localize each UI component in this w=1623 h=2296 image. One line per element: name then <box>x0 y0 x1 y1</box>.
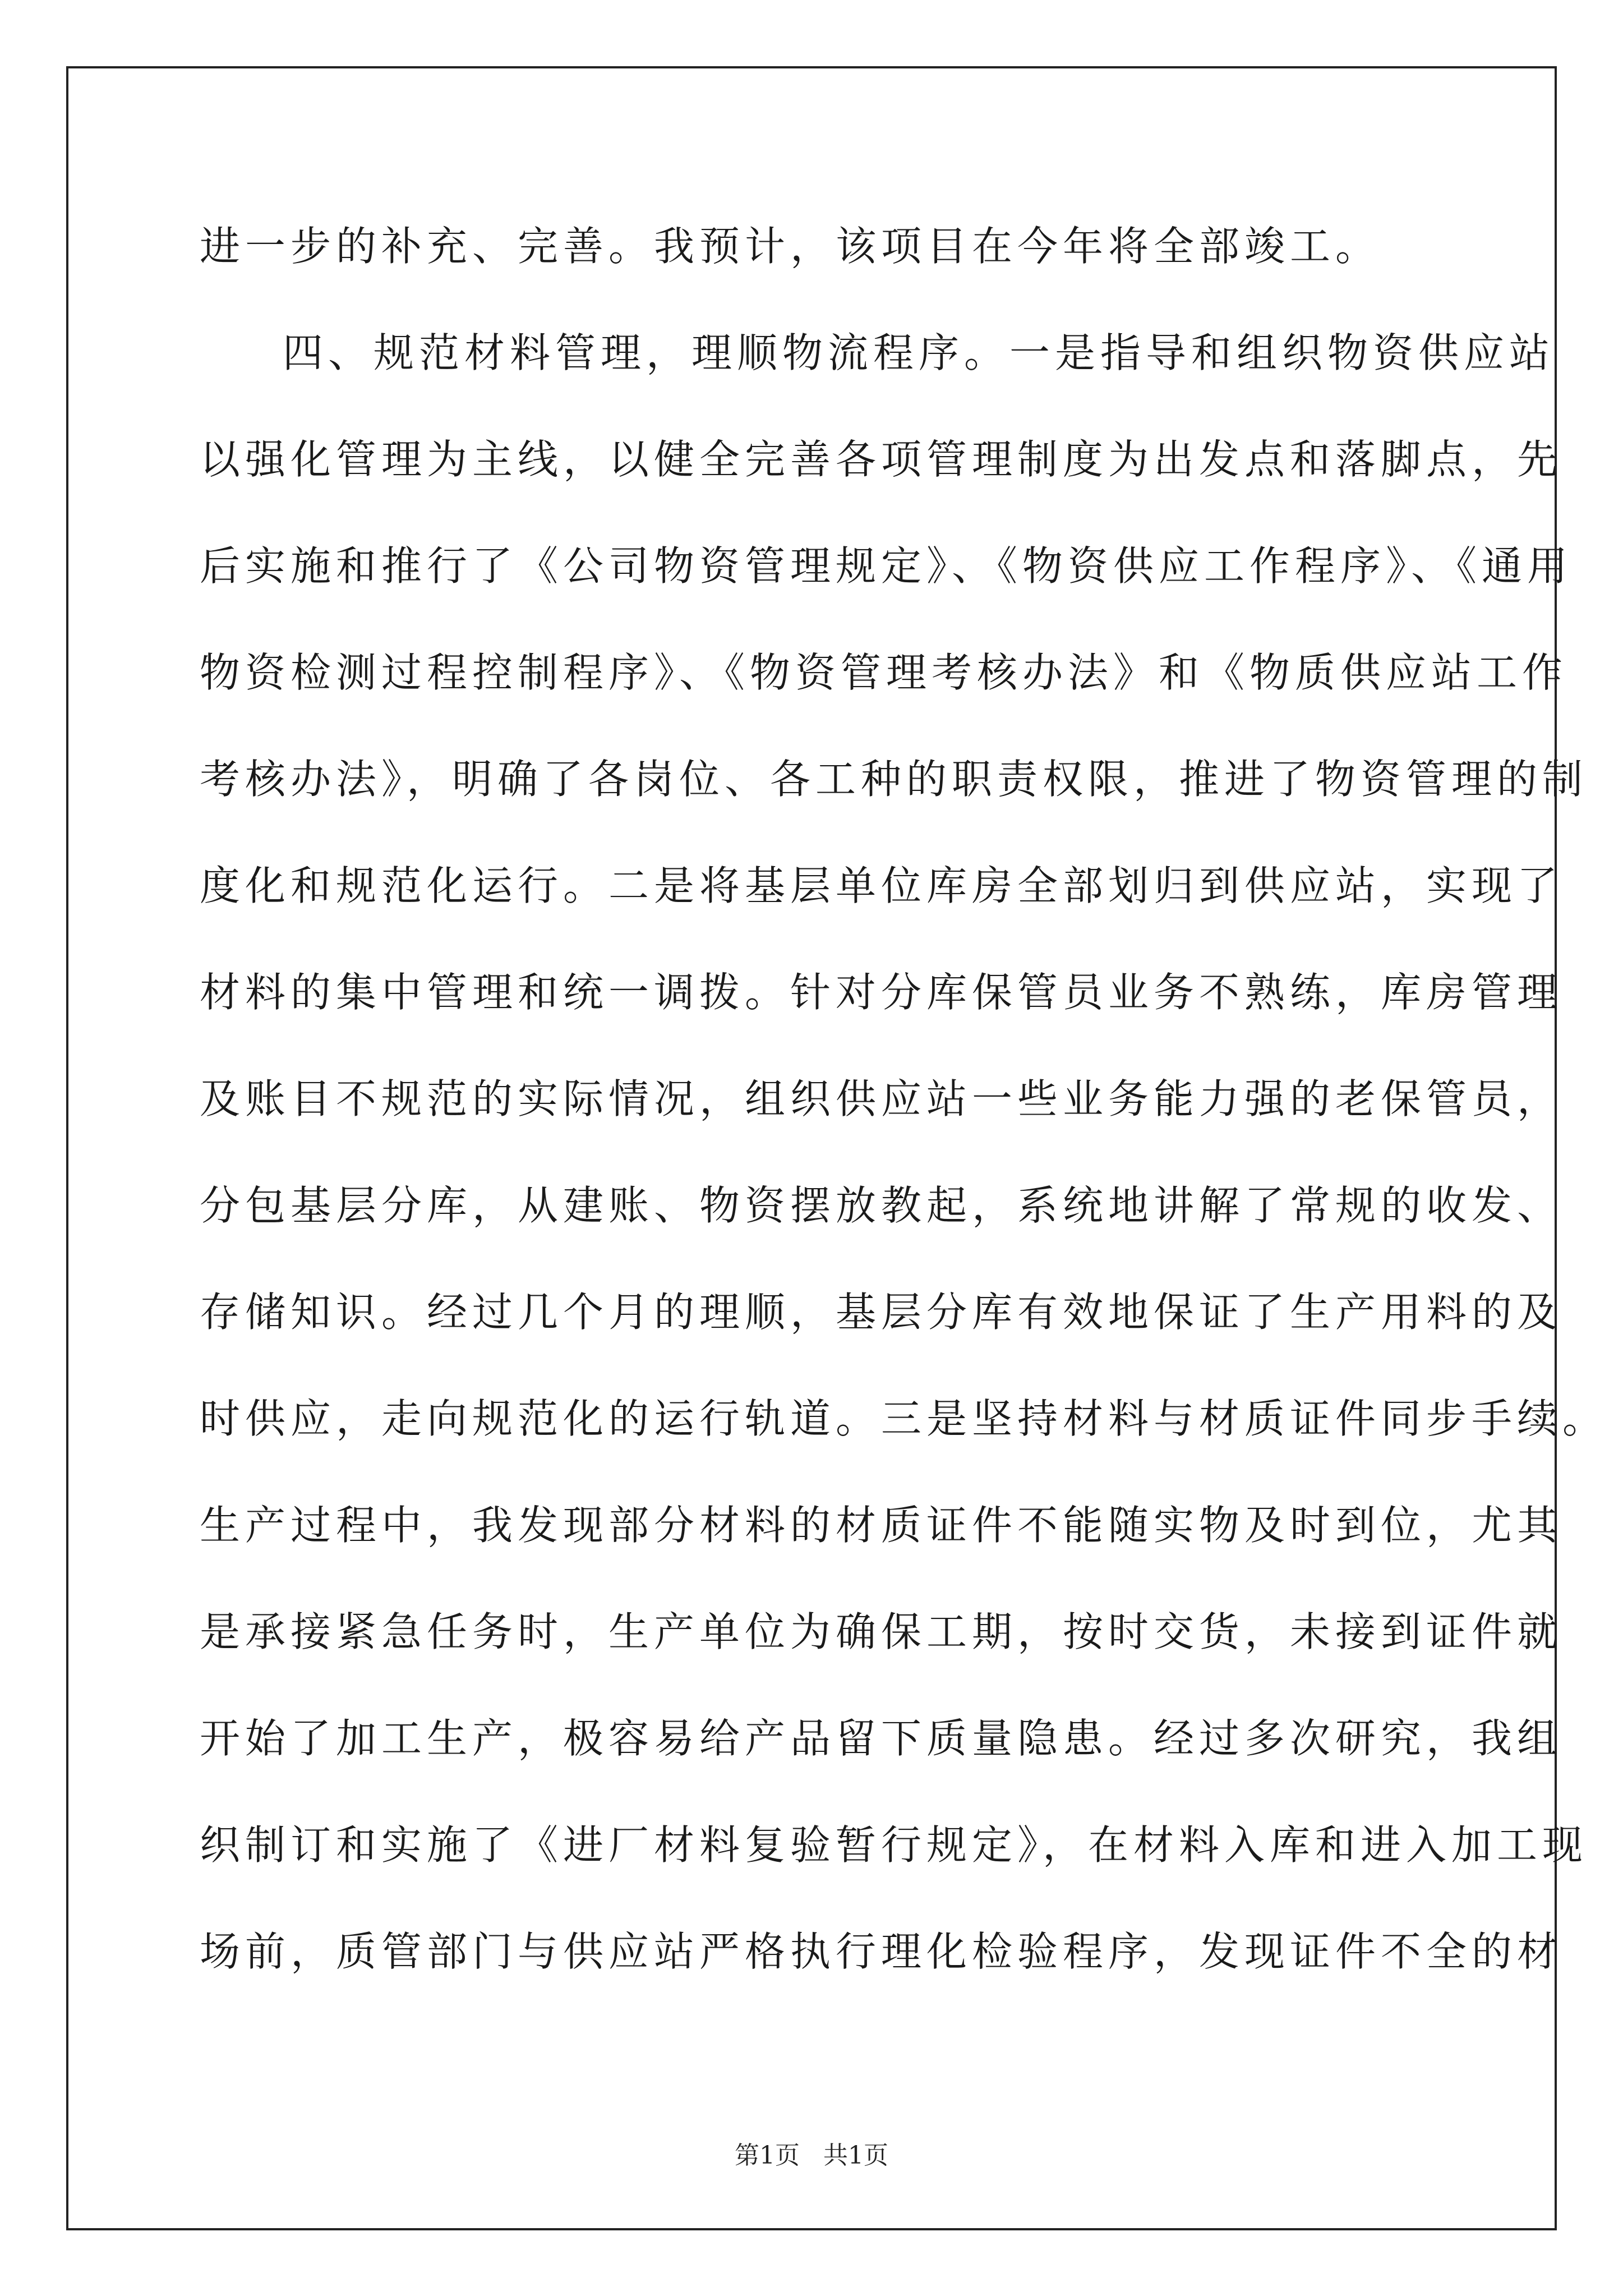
text-line: 物资检测过程控制程序》、《物资管理考核办法》和《物质供应站工作 <box>200 649 1568 696</box>
text-line: 开始了加工生产，极容易给产品留下质量隐患。经过多次研究，我组 <box>200 1715 1563 1762</box>
text-line: 场前，质管部门与供应站严格执行理化检验程序，发现证件不全的材 <box>200 1928 1563 1975</box>
document-body <box>200 220 1608 2032</box>
text-line: 存储知识。经过几个月的理顺，基层分库有效地保证了生产用料的及 <box>200 1289 1563 1336</box>
text-line: 进一步的补充、完善。我预计，该项目在今年将全部竣工。 <box>200 223 1381 270</box>
text-line: 及账目不规范的实际情况，组织供应站一些业务能力强的老保管员， <box>200 1075 1563 1122</box>
text-line: 生产过程中，我发现部分材料的材质证件不能随实物及时到位，尤其 <box>200 1502 1563 1549</box>
text-line: 是承接紧急任务时，生产单位为确保工期，按时交货，未接到证件就 <box>200 1608 1563 1655</box>
text-line: 考核办法》，明确了各岗位、各工种的职责权限，推进了物资管理的制 <box>200 756 1588 803</box>
text-line: 织制订和实施了《进厂材料复验暂行规定》，在材料入库和进入加工现 <box>200 1821 1588 1869</box>
paragraph-start-line: 四、规范材料管理，理顺物流程序。一是指导和组织物资供应站 <box>283 329 1555 376</box>
text-line: 以强化管理为主线，以健全完善各项管理制度为出发点和落脚点，先 <box>200 436 1563 483</box>
text-line: 度化和规范化运行。二是将基层单位库房全部划归到供应站，实现了 <box>200 862 1563 909</box>
text-line: 时供应，走向规范化的运行轨道。三是坚持材料与材质证件同步手续。 <box>200 1395 1608 1442</box>
text-line: 分包基层分库，从建账、物资摆放教起，系统地讲解了常规的收发、 <box>200 1182 1563 1229</box>
text-line: 后实施和推行了《公司物资管理规定》、《物资供应工作程序》、《通用 <box>200 542 1573 590</box>
text-line: 材料的集中管理和统一调拨。针对分库保管员业务不熟练，库房管理 <box>200 969 1563 1016</box>
page-number-footer: 第1页 共1页 <box>735 2141 888 2170</box>
